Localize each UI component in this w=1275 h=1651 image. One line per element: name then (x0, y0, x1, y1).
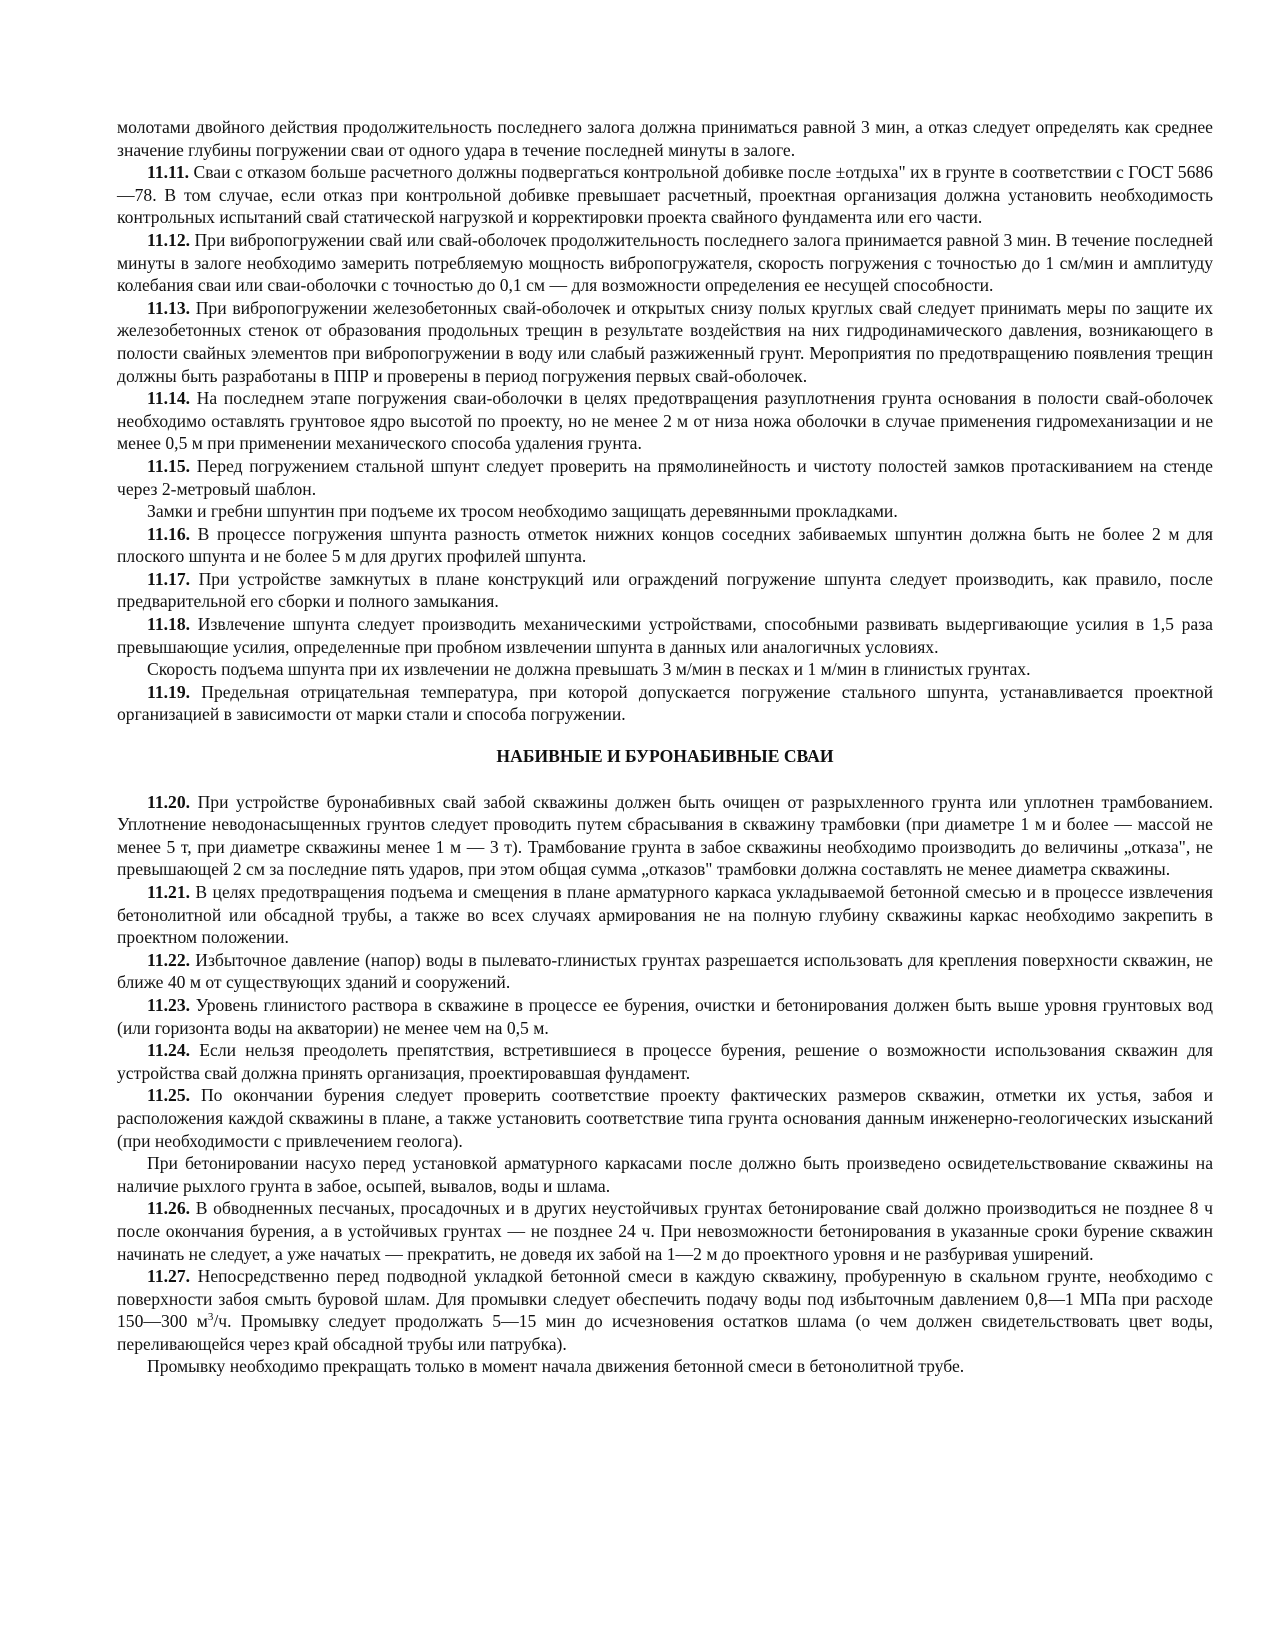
paragraph-11-13: 11.13. При вибропогружении железобетонных свай-оболочек и открытых снизу полых круглых свай следует принимать меры по защите их железобетонных стенок от образования продольных трещин в результате воздействия на них гидродинамического давления, возникающего в полости свайных элементов при вибропогружении в воду или слабый разжиженный грунт. Мероприятия по предотвращению появления трещин должны быть разработаны в ППР и проверены в период погружения первых свай-оболочек. (117, 297, 1213, 386)
paragraph-11-26: 11.26. В обводненных песчаных, просадочных и в других неустойчивых грунтах бетонирование свай должно производиться не позднее 8 ч после окончания бурения, а в устойчивых грунтах — не позднее 24 ч. При невозможности бетонирования в указанные сроки бурение скважин начинать не следует, а уже начатых — прекратить, не доведя их забой на 1—2 м до проектного уровня и не разбуривая уширений. (117, 1198, 1214, 1264)
clause-number: 11.16. (147, 523, 191, 544)
paragraph-11-23: 11.23. Уровень глинистого раствора в скважине в процессе ее бурения, очистки и бетонирования должен быть выше уровня грунтовых вод (или горизонта воды на акватории) не менее чем на 0,5 м. (117, 994, 1213, 1038)
clause-number: 11.25. (147, 1085, 191, 1106)
clause-number: 11.14. (147, 388, 191, 409)
paragraph-11-27: 11.27. Непосредственно перед подводной укладкой бетонной смеси в каждую скважину, пробуренную в скальном грунте, необходимо с поверхности забоя смыть буровой шлам. Для промывки следует обеспечить подачу воды под избыточным давлением 0,8—1 МПа при расходе 150—300 $м^3/ч$. Промывку следует продолжать 5—15 мин до исчезновения остатков шлама (о чем должен свидетельствовать цвет воды, переливающейся через край обсадной трубы или патрубка). (117, 1266, 1213, 1354)
document-page (117, 116, 1213, 1378)
clause-number: 11.24. (147, 1040, 191, 1061)
paragraph-11-16: 11.16. В процессе погружения шпунта разность отметок нижних концов соседних забиваемых шпунтин должна быть не более 2 м для плоского шпунта и не более 5 м для других профилей шпунта. (117, 523, 1213, 567)
paragraph-continuation: молотами двойного действия продолжительность последнего залога должна приниматься равной 3 мин, а отказ следует определять как среднее значение глубины погружении сваи от одного удара в течение последней минуты в залоге. (117, 117, 1213, 160)
clause-number: 11.18. (147, 614, 191, 635)
section-heading: НАБИВНЫЕ И БУРОНАБИВНЫЕ СВАИ (496, 746, 834, 767)
paragraph-11-20: 11.20. При устройстве буронабивных свай забой скважины должен быть очищен от разрыхленного грунта или уплотнен трамбованием. Уплотнение неводонасыщенных грунтов следует проводить путем сбрасывания в скважину трамбовки (при диаметре 1 м и более — массой не менее 5 т, при диаметре скважины менее 1 м — 3 т). Трамбование грунта в забое скважины необходимо производить до величины „отказа", не превышающей 2 см за последние пять ударов, при этом общая сумма „отказов" трамбовки должна составлять не менее диаметра скважины. (117, 791, 1213, 880)
clause-number: 11.17. (147, 568, 191, 589)
clause-number: 11.22. (147, 949, 191, 970)
clause-number: 11.23. (147, 994, 191, 1015)
paragraph-dry-concreting: При бетонировании насухо перед установкой арматурного каркасами после должно быть произведено освидетельствование скважины на наличие рыхлого грунта в забое, осыпей, вывалов, воды и шлама. (117, 1153, 1213, 1196)
paragraph-lifting-speed: Скорость подъема шпунта при их извлечении не должна превышать 3 м/мин в песках и 1 м/мин в глинистых грунтах. (147, 659, 1031, 680)
paragraph-11-17: 11.17. При устройстве замкнутых в плане конструкций или ограждений погружение шпунта следует производить, как правило, после предварительной его сборки и полного замыкания. (117, 568, 1213, 612)
clause-number: 11.19. (147, 681, 191, 702)
clause-number: 11.26. (147, 1198, 191, 1219)
superscript-cubic: 3 (207, 1311, 214, 1324)
paragraph-11-25: 11.25. По окончании бурения следует проверить соответствие проекту фактических размеров скважин, отметки их устья, забоя и расположения каждой скважины в плане, а также установить соответствие типа грунта основания данным инженерно-геологических изысканий (при необходимости с привлечением геолога). (117, 1085, 1214, 1151)
paragraph-11-19: 11.19. Предельная отрицательная температура, при которой допускается погружение стального шпунта, устанавливается проектной организацией в зависимости от марки стали и способа погружении. (117, 681, 1213, 725)
paragraph-11-14: 11.14. На последнем этапе погружения сваи-оболочки в целях предотвращения разуплотнения грунта основания в полости свай-оболочек необходимо оставлять грунтовое ядро высотой по проекту, но не менее 2 м от низа ножа оболочки в случае применения гидромеханизации и не менее 0,5 м при применении механического способа удаления грунта. (117, 388, 1213, 454)
clause-number: 11.12. (147, 229, 191, 250)
paragraph-11-15: 11.15. Перед погружением стальной шпунт следует проверить на прямолинейность и чистоту полостей замков протаскиванием на стенде через 2-метровый шаблон. (117, 455, 1213, 499)
clause-number: 11.13. (147, 297, 191, 318)
clause-number: 11.21. (147, 882, 191, 902)
paragraph-11-22: 11.22. Избыточное давление (напор) воды в пылевато-глинистых грунтах разрешается использовать для крепления поверхности скважин, не ближе 40 м от существующих зданий и сооружений. (117, 949, 1213, 993)
clause-number: 11.11. (147, 162, 190, 183)
clause-number: 11.15. (147, 455, 191, 476)
clause-number: 11.20. (147, 791, 191, 812)
paragraph-sheet-pile-locks: Замки и гребни шпунтин при подъеме их тросом необходимо защищать деревянными прокладками. (147, 501, 898, 522)
paragraph-11-24: 11.24. Если нельзя преодолеть препятствия, встретившиеся в процессе бурения, решение о возможности использования скважин для устройства свай должна принять организация, проектировавшая фундамент. (117, 1040, 1213, 1083)
paragraph-11-12: 11.12. При вибропогружении свай или свай-оболочек продолжительность последнего залога принимается равной 3 мин. В течение последней минуты в залоге необходимо замерить потребляемую мощность вибропогружателя, скорость погружения с точностью до 1 см/мин и амплитуду колебания сваи или сваи-оболочки с точностью до 0,1 см — для возможности определения ее несущей способности. (117, 229, 1213, 296)
paragraph-11-11: 11.11. Сваи с отказом больше расчетного должны подвергаться контрольной добивке после ±отдыха" их в грунте в соответствии с ГОСТ 5686—78. В том случае, если отказ при контрольной добивке превышает расчетный, проектная организация должна установить необходимость контрольных испытаний свай статической нагрузкой и корректировки проекта свайного фундамента или его части. (117, 162, 1213, 228)
paragraph-11-18: 11.18. Извлечение шпунта следует производить механическими устройствами, способными развивать выдергивающие усилия в 1,5 раза превышающие усилия, определенные при пробном извлечении шпунта в данных или аналогичных условиях. (117, 614, 1213, 657)
paragraph-flushing-stop: Промывку необходимо прекращать только в момент начала движения бетонной смеси в бетонолитной трубе. (147, 1356, 965, 1377)
clause-number: 11.27. (147, 1266, 191, 1287)
paragraph-11-21: 11.21. В целях предотвращения подъема и смещения в плане арматурного каркаса укладываемой бетонной смесью и в процессе извлечения бетонолитной или обсадной трубы, а также во всех случаях армирования не на полную глубину скважины каркас необходимо закрепить в проектном положении. (117, 882, 1213, 948)
